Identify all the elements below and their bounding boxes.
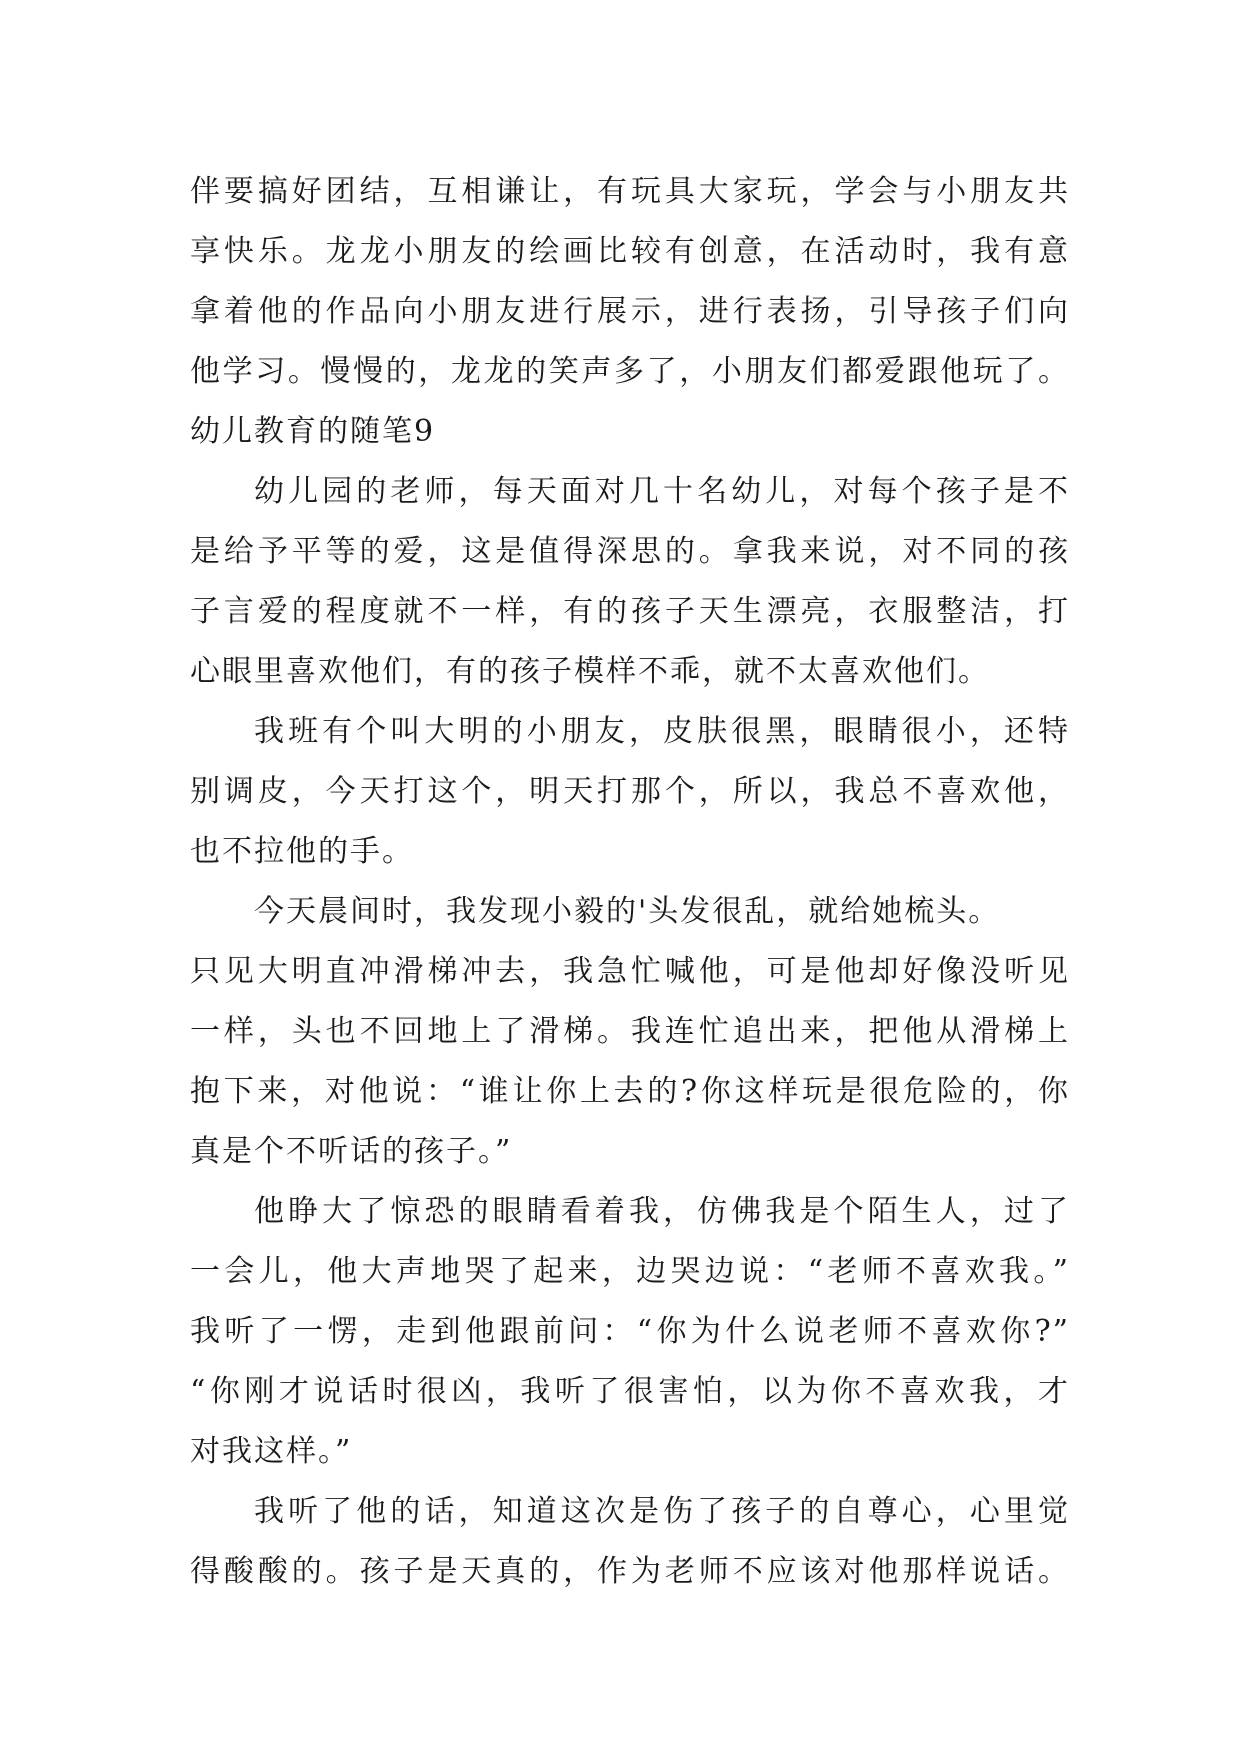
- paragraph-line: “你刚才说话时很凶，我听了很害怕，以为你不喜欢我，才: [190, 1374, 1070, 1409]
- paragraph-line: 真是个不听话的孩子。”: [190, 1134, 513, 1169]
- paragraph-line: 一样，头也不回地上了滑梯。我连忙追出来，把他从滑梯上: [190, 1014, 1070, 1049]
- paragraph-line: 得酸酸的。孩子是天真的，作为老师不应该对他那样说话。: [190, 1554, 1070, 1589]
- paragraph-line: 别调皮，今天打这个，明天打那个，所以，我总不喜欢他，: [190, 774, 1070, 809]
- paragraph-line: 他睁大了惊恐的眼睛看着我，仿佛我是个陌生人，过了: [254, 1194, 1070, 1229]
- paragraph-line: 也不拉他的手。: [190, 834, 414, 869]
- paragraph-line: 他学习。慢慢的，龙龙的笑声多了，小朋友们都爱跟他玩了。: [190, 354, 1070, 389]
- paragraph-line: 拿着他的作品向小朋友进行展示，进行表扬，引导孩子们向: [190, 294, 1070, 329]
- paragraph-line: 今天晨间时，我发现小毅的'头发很乱，就给她梳头。: [254, 894, 1001, 929]
- paragraph-line: 幼儿园的老师，每天面对几十名幼儿，对每个孩子是不: [254, 474, 1070, 509]
- paragraph-line: 子言爱的程度就不一样，有的孩子天生漂亮，衣服整洁，打: [190, 594, 1070, 629]
- paragraph-line: 对我这样。”: [190, 1434, 353, 1469]
- paragraph-line: 伴要搞好团结，互相谦让，有玩具大家玩，学会与小朋友共: [190, 174, 1070, 209]
- paragraph-line: 只见大明直冲滑梯冲去，我急忙喊他，可是他却好像没听见: [190, 954, 1070, 989]
- paragraph-line: 我班有个叫大明的小朋友，皮肤很黑，眼睛很小，还特: [254, 714, 1070, 749]
- paragraph-line: 我听了他的话，知道这次是伤了孩子的自尊心，心里觉: [254, 1494, 1070, 1529]
- paragraph-line: 抱下来，对他说：“谁让你上去的?你这样玩是很危险的，你: [190, 1074, 1070, 1109]
- paragraph-line: 一会儿，他大声地哭了起来，边哭边说：“老师不喜欢我。”: [190, 1254, 1070, 1289]
- section-heading: 幼儿教育的随笔9: [190, 414, 436, 449]
- paragraph-line: 是给予平等的爱，这是值得深思的。拿我来说，对不同的孩: [190, 534, 1070, 569]
- paragraph-line: 我听了一愣，走到他跟前问：“你为什么说老师不喜欢你?”: [190, 1314, 1070, 1349]
- paragraph-line: 心眼里喜欢他们，有的孩子模样不乖，就不太喜欢他们。: [190, 654, 990, 689]
- document-body: [190, 162, 1070, 1602]
- paragraph-line: 享快乐。龙龙小朋友的绘画比较有创意，在活动时，我有意: [190, 234, 1070, 269]
